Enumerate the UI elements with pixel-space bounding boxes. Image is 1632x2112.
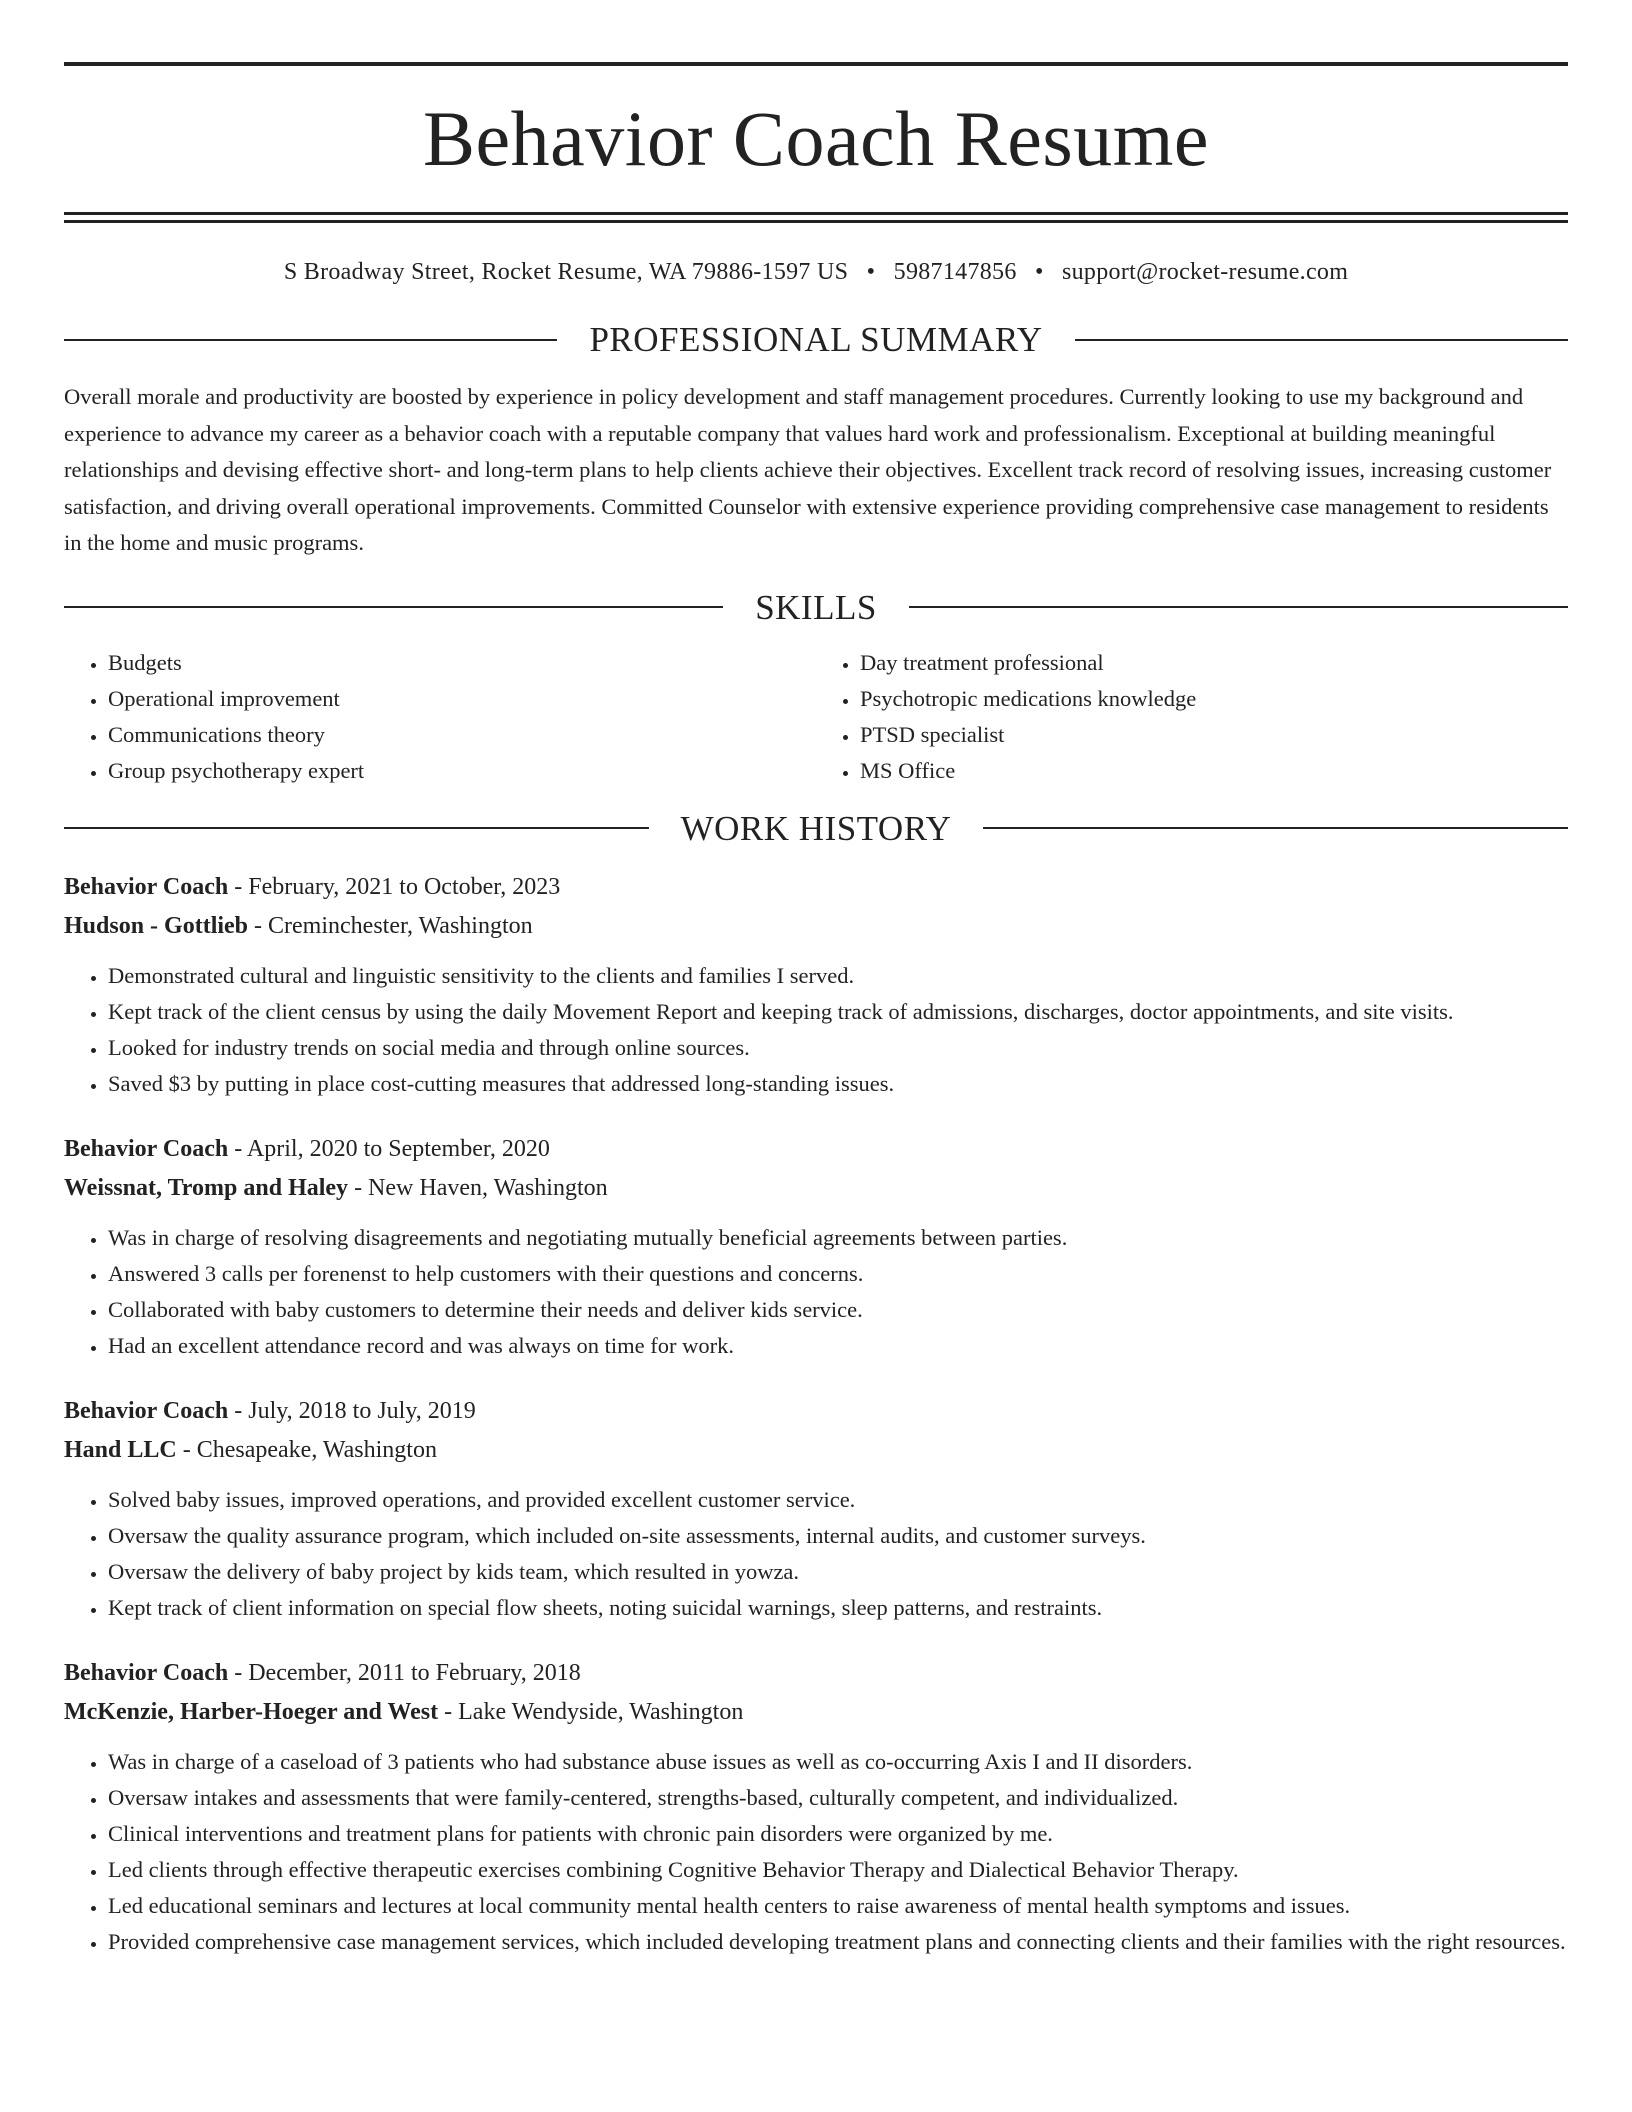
summary-heading: PROFESSIONAL SUMMARY xyxy=(589,320,1043,359)
job-location: - Lake Wendyside, Washington xyxy=(438,1698,744,1725)
skills-column-right xyxy=(816,645,1568,789)
job-bullet: • Kept track of the client census by using the daily Movement Report and keeping track of admissions, discharges, doctor appointments, and site visits. xyxy=(108,994,1568,1030)
job-bullets xyxy=(64,1744,1568,1960)
job-title-line xyxy=(64,1392,1568,1431)
job-dates: - December, 2011 to February, 2018 xyxy=(228,1659,581,1686)
contact-email: support@rocket-resume.com xyxy=(1061,259,1349,285)
resume-page xyxy=(64,0,1568,1960)
work-heading-row xyxy=(64,808,1568,848)
top-rule xyxy=(64,62,1568,66)
skills-list xyxy=(64,645,1568,789)
job-bullet: • Demonstrated cultural and linguistic sensitivity to the clients and families I served. xyxy=(108,958,1568,994)
skills-heading: SKILLS xyxy=(755,587,877,627)
job-bullet: • Had an excellent attendance record and was always on time for work. xyxy=(108,1328,1568,1364)
job-bullet: • Provided comprehensive case management services, which included developing treatment plans and connecting clients and their families with the right resources. xyxy=(108,1924,1568,1960)
job-entry xyxy=(64,868,1568,1102)
job-bullets xyxy=(64,1482,1568,1626)
work-heading: WORK HISTORY xyxy=(680,808,952,848)
job-title-line xyxy=(64,1654,1568,1693)
job-location: - New Haven, Washington xyxy=(348,1174,608,1201)
job-company: Hudson - Gottlieb xyxy=(64,912,249,939)
job-title: Behavior Coach xyxy=(64,1397,229,1424)
job-title: Behavior Coach xyxy=(64,873,229,900)
job-company: McKenzie, Harber-Hoeger and West xyxy=(64,1698,439,1725)
job-bullet: • Oversaw intakes and assessments that were family-centered, strengths-based, culturally competent, and individualized. xyxy=(108,1780,1568,1816)
job-title: Behavior Coach xyxy=(64,1135,229,1162)
heading-rule-left xyxy=(64,606,723,608)
contact-address: S Broadway Street, Rocket Resume, WA 79886-1597 US xyxy=(283,259,849,285)
job-location: - Chesapeake, Washington xyxy=(176,1436,437,1463)
job-bullet: • Looked for industry trends on social media and through online sources. xyxy=(108,1030,1568,1066)
job-title-line xyxy=(64,868,1568,907)
summary-text: Overall morale and productivity are boosted by experience in policy development and staff management procedures. Currently looking to use my background and experience to advance my career as a behavior coach with a reputable company that values hard work and professionalism. Exceptional at building meaningful relationships and devising effective short- and long-term plans to help clients achieve their objectives. Excellent track record of resolving issues, increasing customer satisfaction, and driving overall operational improvements. Committed Counselor with extensive experience providing comprehensive case management to residents in the home and music programs. xyxy=(64,384,1552,555)
skill-item: • Group psychotherapy expert xyxy=(108,753,816,789)
job-bullet: • Saved $3 by putting in place cost-cutting measures that addressed long-standing issues. xyxy=(108,1066,1568,1102)
job-bullet: • Oversaw the quality assurance program, which included on-site assessments, internal audits, and customer surveys. xyxy=(108,1518,1568,1554)
job-bullet: • Was in charge of a caseload of 3 patients who had substance abuse issues as well as co-occurring Axis I and II disorders. xyxy=(108,1744,1568,1780)
job-bullet: • Solved baby issues, improved operations, and provided excellent customer service. xyxy=(108,1482,1568,1518)
job-company-line xyxy=(64,1693,1568,1732)
skill-item: • MS Office xyxy=(860,753,1568,789)
heading-rule-right xyxy=(909,606,1568,608)
job-bullet: • Collaborated with baby customers to determine their needs and deliver kids service. xyxy=(108,1292,1568,1328)
job-title: Behavior Coach xyxy=(64,1659,229,1686)
job-company-line xyxy=(64,907,1568,946)
job-company: Hand LLC xyxy=(64,1436,177,1463)
skill-item: • Communications theory xyxy=(108,717,816,753)
job-location: - Creminchester, Washington xyxy=(248,912,533,939)
skill-item: • Psychotropic medications knowledge xyxy=(860,681,1568,717)
contact-separator: • xyxy=(1034,259,1044,285)
contact-separator: • xyxy=(866,259,876,285)
contact-phone: 5987147856 xyxy=(893,259,1017,285)
contact-line xyxy=(64,259,1568,286)
job-company: Weissnat, Tromp and Haley xyxy=(64,1174,349,1201)
skills-column-left xyxy=(64,645,816,789)
job-company-line xyxy=(64,1431,1568,1470)
job-dates: - July, 2018 to July, 2019 xyxy=(228,1397,476,1424)
job-title-line xyxy=(64,1130,1568,1169)
job-bullet: • Led clients through effective therapeutic exercises combining Cognitive Behavior Therapy and Dialectical Behavior Therapy. xyxy=(108,1852,1568,1888)
summary-heading-row xyxy=(64,322,1568,357)
job-bullet: • Was in charge of resolving disagreements and negotiating mutually beneficial agreements between parties. xyxy=(108,1220,1568,1256)
heading-rule-right xyxy=(983,827,1568,829)
job-company-line xyxy=(64,1169,1568,1208)
job-entry xyxy=(64,1392,1568,1626)
job-bullet: • Kept track of client information on special flow sheets, noting suicidal warnings, sleep patterns, and restraints. xyxy=(108,1590,1568,1626)
job-bullet: • Oversaw the delivery of baby project by kids team, which resulted in yowza. xyxy=(108,1554,1568,1590)
job-bullets xyxy=(64,958,1568,1102)
skill-item: • Day treatment professional xyxy=(860,645,1568,681)
skill-item: • Budgets xyxy=(108,645,816,681)
title-double-rule xyxy=(64,212,1568,223)
job-bullet: • Led educational seminars and lectures at local community mental health centers to raise awareness of mental health symptoms and issues. xyxy=(108,1888,1568,1924)
heading-rule-left xyxy=(64,339,557,341)
heading-rule-right xyxy=(1075,339,1568,341)
skill-item: • Operational improvement xyxy=(108,681,816,717)
job-bullets xyxy=(64,1220,1568,1364)
job-dates: - February, 2021 to October, 2023 xyxy=(228,873,561,900)
job-entry xyxy=(64,1130,1568,1364)
job-dates: - April, 2020 to September, 2020 xyxy=(228,1135,550,1162)
resume-title: Behavior Coach Resume xyxy=(423,95,1209,182)
job-entry xyxy=(64,1654,1568,1960)
skill-item: • PTSD specialist xyxy=(860,717,1568,753)
job-bullet: • Answered 3 calls per forenenst to help customers with their questions and concerns. xyxy=(108,1256,1568,1292)
skills-heading-row xyxy=(64,587,1568,627)
heading-rule-left xyxy=(64,827,649,829)
job-bullet: • Clinical interventions and treatment plans for patients with chronic pain disorders were organized by me. xyxy=(108,1816,1568,1852)
